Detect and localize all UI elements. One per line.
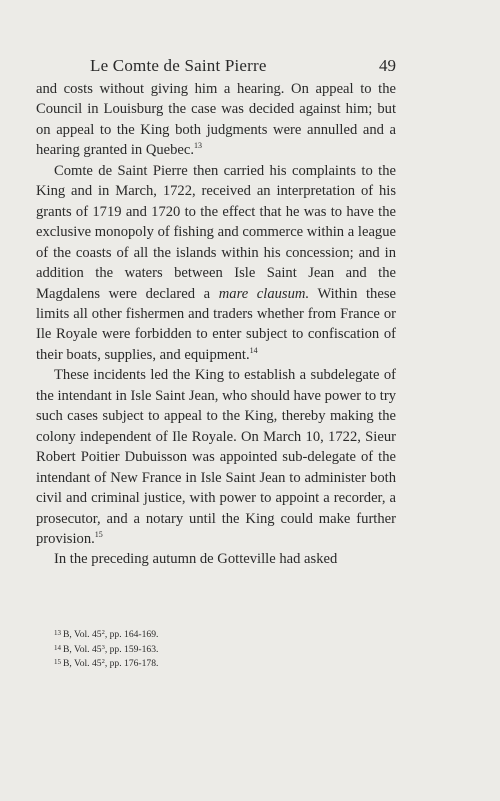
page-number: 49 xyxy=(379,56,396,75)
footnote-text: , pp. 164-169. xyxy=(104,629,159,640)
footnote-text: B, Vol. 45 xyxy=(63,629,102,640)
footnotes xyxy=(54,627,354,671)
paragraph xyxy=(36,365,396,549)
running-title: Le Comte de Saint Pierre xyxy=(90,56,267,75)
footnote-text: , pp. 176-178. xyxy=(104,658,159,669)
footnote-number: 14 xyxy=(54,643,61,652)
footnote-superscript: 3 xyxy=(101,643,105,651)
footnote-superscript: 2 xyxy=(101,658,105,665)
footnote-ref: 14 xyxy=(249,345,258,355)
paragraph-text: and costs without giving him a hearing. On appeal to the Council in Louisburg the case was decided against him; but on appeal to the King both judgments were annulled and a hearing granted in Quebec. xyxy=(36,81,396,159)
paragraph-text: Comte de Saint Pierre then carried his complaints to the King and in March, 1722, received an interpretation of his grants of 1719 and 1720 to the effect that he was to have the exclusive monopoly of fishing and commerce within a league of the coasts of all the islands within his concession; and in addition the waters between Isle Saint Jean and the Magdalens were declared a xyxy=(36,162,396,302)
footnote-superscript: 2 xyxy=(101,629,105,636)
paragraph-text: Within these limits all other fishermen and traders whether from France or Ile Royale were forbidden to enter subject to confiscation of their boats, supplies, and equipment. xyxy=(36,285,396,363)
paragraph xyxy=(36,549,396,569)
paragraph-text: These incidents led the King to establish a subdelegate of the intendant in Isle Saint Jean, who should have power to try such cases subject to appeal to the King, thereby making the colony independent of Ile Royale. On March 10, 1722, Sieur Robert Poitier Dubuisson was appointed sub-delegate of the intendant of New France in Isle Saint Jean to administer both civil and criminal justice, with power to appoint a recorder, a prosecutor, and a notary until the King could make further provision. xyxy=(36,367,396,547)
footnote-text: B, Vol. 45 xyxy=(63,643,102,655)
footnote xyxy=(54,656,354,671)
footnote-text: , pp. 159-163. xyxy=(104,643,159,655)
body-text xyxy=(36,79,396,570)
footnote-number: 15 xyxy=(54,658,61,666)
paragraph-text: In the preceding autumn de Gotteville had asked xyxy=(54,551,338,568)
paragraph xyxy=(36,161,396,366)
footnote-number: 13 xyxy=(54,629,61,637)
latin-phrase: mare clausum. xyxy=(218,285,310,302)
footnote-ref: 13 xyxy=(194,141,203,151)
footnote xyxy=(54,642,354,657)
footnote-text: B, Vol. 45 xyxy=(63,658,102,669)
footnote-ref: 15 xyxy=(94,529,103,539)
paragraph xyxy=(36,79,396,161)
page-header xyxy=(36,56,396,80)
footnote xyxy=(54,627,354,642)
